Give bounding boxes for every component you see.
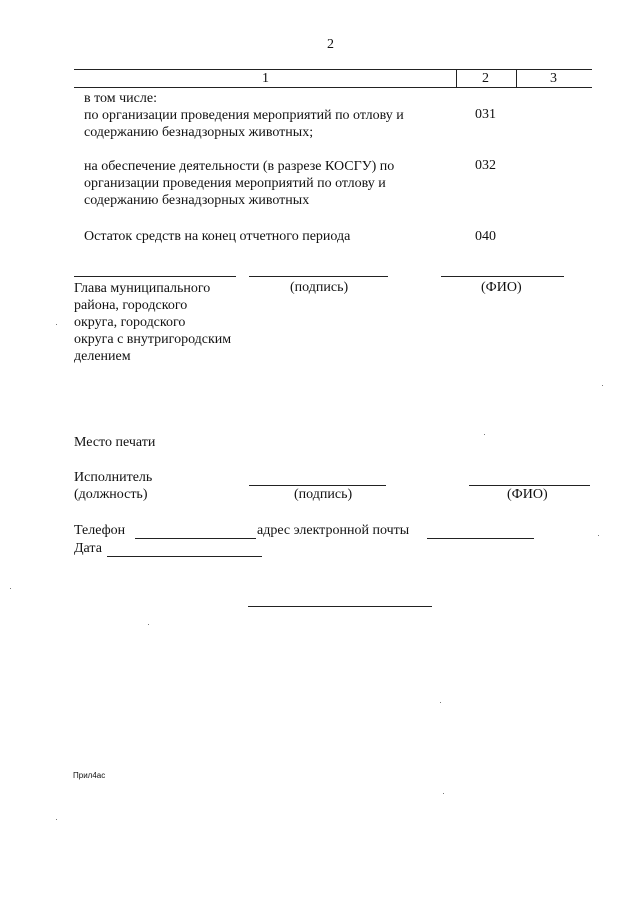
head-position-line-text: делением [74, 349, 131, 364]
table-header-bottom-border [74, 87, 592, 88]
head-signature-line [249, 276, 388, 277]
head-position-line-text: Глава муниципального [74, 281, 211, 296]
email-label: адрес электронной почты [257, 523, 410, 538]
email-field-line [427, 538, 534, 539]
executor-name-label: (ФИО) [507, 487, 548, 502]
row-code: 040 [475, 229, 496, 244]
scan-speck [484, 434, 485, 435]
row-text-line: по организации проведения мероприятий по отлову и [84, 108, 404, 123]
footer-code: Прил4ас [73, 771, 106, 780]
row-code: 032 [475, 158, 496, 173]
table-header-col2: 2 [482, 71, 489, 86]
executor-name-line [469, 485, 590, 486]
head-name-line [441, 276, 564, 277]
phone-field-line [135, 538, 256, 539]
row-text-line: в том числе: [84, 91, 157, 106]
head-position-line-text: округа, городского [74, 315, 186, 330]
scan-speck [440, 702, 441, 703]
head-position-text [74, 280, 231, 365]
date-label: Дата [74, 541, 102, 556]
page-number: 2 [327, 37, 334, 52]
phone-label: Телефон [74, 523, 126, 538]
table-col-divider-1 [456, 69, 457, 87]
scan-speck [148, 624, 149, 625]
scan-speck [56, 324, 57, 325]
head-position-line-text: округа с внутригородским [74, 332, 232, 347]
row-code: 031 [475, 107, 496, 122]
head-signature-label: (подпись) [290, 280, 349, 295]
executor-label: Исполнитель [74, 470, 153, 485]
head-name-label: (ФИО) [481, 280, 522, 295]
row-text-line: содержанию безнадзорных животных [84, 193, 310, 208]
scan-speck [598, 535, 599, 536]
executor-signature-line [249, 485, 386, 486]
head-position-line [74, 276, 236, 277]
seal-place-label: Место печати [74, 435, 156, 450]
table-header-col1: 1 [262, 71, 269, 86]
row-text-line: на обеспечение деятельности (в разрезе КОСГУ) по [84, 159, 395, 174]
closing-separator-line [248, 606, 432, 607]
table-row: Остаток средств на конец отчетного периода [84, 229, 351, 244]
head-position-line-text: района, городского [74, 298, 188, 313]
scan-speck [443, 793, 444, 794]
table-col-divider-2 [516, 69, 517, 87]
executor-position-label: (должность) [74, 487, 148, 502]
scan-speck [56, 819, 57, 820]
scan-speck [10, 588, 11, 589]
table-header-col3: 3 [550, 71, 557, 86]
scan-speck [602, 385, 603, 386]
table-row [84, 158, 394, 209]
row-text-line: организации проведения мероприятий по отлову и [84, 176, 386, 191]
table-top-border [74, 69, 592, 70]
table-row [84, 90, 404, 141]
date-field-line [107, 556, 262, 557]
row-text-line: содержанию безнадзорных животных; [84, 125, 314, 140]
executor-signature-label: (подпись) [294, 487, 353, 502]
